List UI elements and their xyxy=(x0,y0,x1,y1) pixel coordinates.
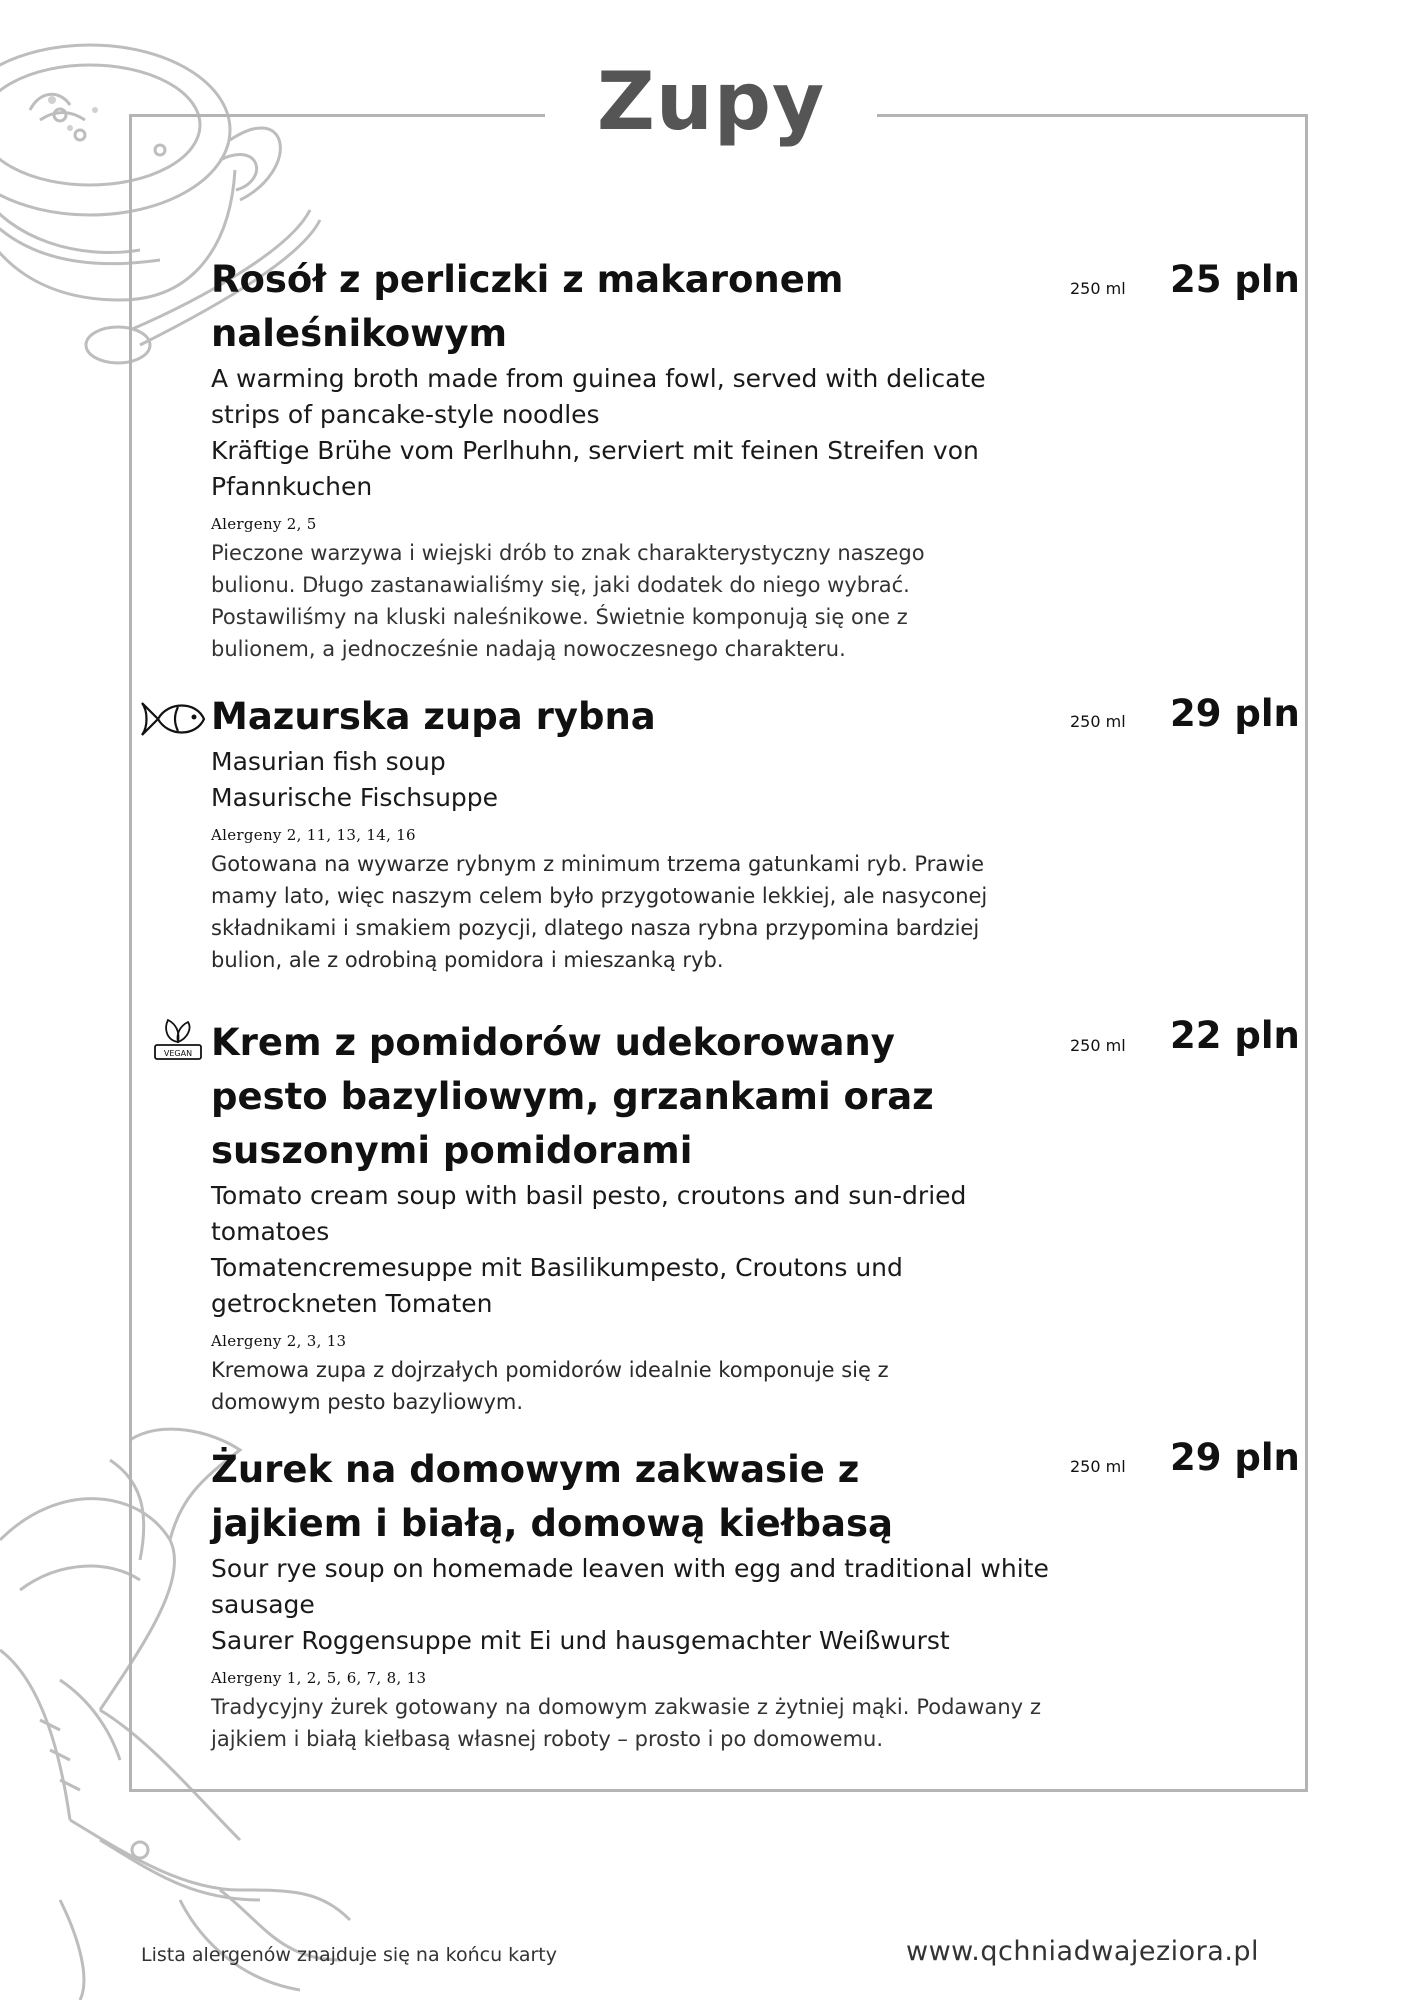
menu-item xyxy=(211,1016,1041,1418)
item-name: Rosół z perliczki z makaronem naleśnikowym xyxy=(211,258,844,355)
item-story: Gotowana na wywarze rybnym z minimum trzema gatunkami ryb. Prawie mamy lato, więc naszym celem było przygotowanie lekkiej, ale nasyconej składnikami i smakiem pozycji, dlatego nasza rybna przypomina bardziej bulion, ale z odrobiną pomidora i mieszanką ryb. xyxy=(211,852,988,972)
item-desc-en: A warming broth made from guinea fowl, served with delicate strips of pancake-style noodles xyxy=(211,364,986,429)
item-allergens: Alergeny 2, 11, 13, 14, 16 xyxy=(211,826,416,844)
item-desc-en: Sour rye soup on homemade leaven with egg and traditional white sausage xyxy=(211,1554,1049,1619)
vegan-icon-label: VEGAN xyxy=(163,1049,193,1058)
item-price: 29 pln xyxy=(1170,692,1300,735)
item-name: Krem z pomidorów udekorowany pesto bazyliowym, grzankami oraz suszonymi pomidorami xyxy=(211,1021,934,1172)
website-link[interactable]: www.qchniadwajeziora.pl xyxy=(906,1936,1260,1967)
item-allergens: Alergeny 1, 2, 5, 6, 7, 8, 13 xyxy=(211,1669,427,1687)
item-volume: 250 ml xyxy=(1070,1036,1126,1055)
item-volume: 250 ml xyxy=(1070,279,1126,298)
item-desc-de: Saurer Roggensuppe mit Ei und hausgemachter Weißwurst xyxy=(211,1626,950,1655)
item-price: 22 pln xyxy=(1170,1014,1300,1057)
menu-item xyxy=(211,1443,1049,1755)
item-name: Mazurska zupa rybna xyxy=(211,695,656,738)
item-allergens: Alergeny 2, 3, 13 xyxy=(211,1332,347,1350)
fish-icon xyxy=(138,697,208,745)
item-price: 25 pln xyxy=(1170,258,1300,301)
vegan-icon xyxy=(152,1014,204,1068)
menu-item xyxy=(211,690,1041,976)
item-volume: 250 ml xyxy=(1070,1457,1126,1476)
item-story: Kremowa zupa z dojrzałych pomidorów idealnie komponuje się z domowym pesto bazyliowym. xyxy=(211,1358,889,1414)
item-story: Tradycyjny żurek gotowany na domowym zakwasie z żytniej mąki. Podawany z jajkiem i białą kiełbasą własnej roboty – prosto i po domowemu. xyxy=(211,1695,1041,1751)
item-desc-en: Tomato cream soup with basil pesto, croutons and sun-dried tomatoes xyxy=(211,1181,967,1246)
item-story: Pieczone warzywa i wiejski drób to znak charakterystyczny naszego bulionu. Długo zastanawialiśmy się, jaki dodatek do niego wybrać. Postawiliśmy na kluski naleśnikowe. Świetnie komponują się one z bulionem, a jednocześnie nadają nowoczesnego charakteru. xyxy=(211,541,925,661)
item-desc-en: Masurian fish soup xyxy=(211,747,446,776)
item-name: Żurek na domowym zakwasie z jajkiem i białą, domową kiełbasą xyxy=(211,1448,893,1545)
item-allergens: Alergeny 2, 5 xyxy=(211,515,317,533)
allergen-list-note: Lista alergenów znajduje się na końcu karty xyxy=(141,1944,557,1966)
item-desc-de: Tomatencremesuppe mit Basilikumpesto, Croutons und getrockneten Tomaten xyxy=(211,1253,903,1318)
menu-item xyxy=(211,253,1041,665)
item-desc-de: Kräftige Brühe vom Perlhuhn, serviert mit feinen Streifen von Pfannkuchen xyxy=(211,436,979,501)
item-desc-de: Masurische Fischsuppe xyxy=(211,783,499,812)
item-price: 29 pln xyxy=(1170,1436,1300,1479)
item-volume: 250 ml xyxy=(1070,712,1126,731)
page-title: Zupy xyxy=(596,55,826,148)
